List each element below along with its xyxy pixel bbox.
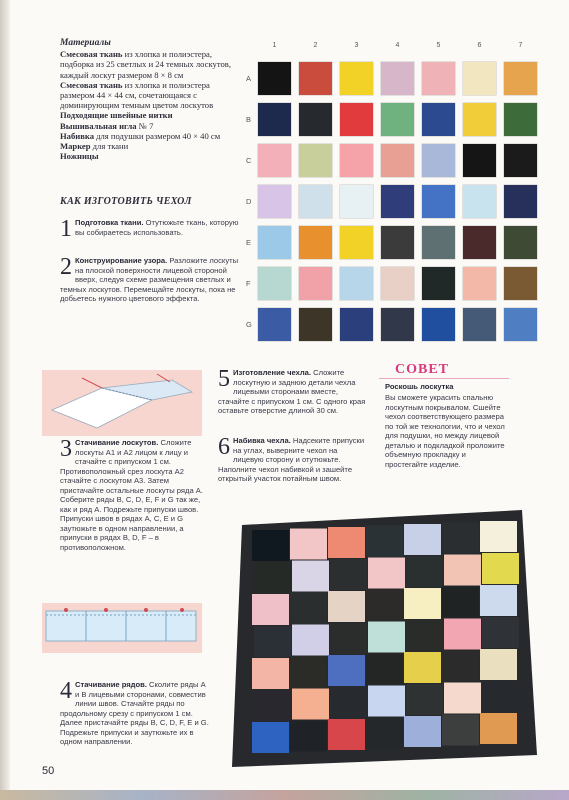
pillow-patch xyxy=(252,658,289,689)
step-number: 4 xyxy=(60,678,72,704)
fabric-swatch xyxy=(422,144,455,177)
materials-item-name: Вышивальная игла xyxy=(60,120,137,131)
materials-item xyxy=(60,131,240,141)
pillow-patch xyxy=(290,657,327,688)
pillow-patch xyxy=(366,718,403,749)
pillow-patch xyxy=(290,721,327,752)
pillow-patch xyxy=(254,626,291,657)
pillow-patch xyxy=(404,588,441,619)
materials-title: Материалы xyxy=(60,38,111,48)
fabric-swatch xyxy=(381,185,414,218)
step-6 xyxy=(218,436,368,484)
materials-block xyxy=(60,38,240,161)
step-text: Надсеките припуски на углах, выверните чехол на лицевую сторону и отутюжьте. Наполните чехол набивкой и зашейте открытый участок потайным швом. xyxy=(218,436,365,483)
tip-divider xyxy=(379,378,509,379)
materials-item-name: Смесовая ткань xyxy=(60,49,123,60)
fabric-swatch xyxy=(422,103,455,136)
fabric-swatch xyxy=(422,226,455,259)
rows-diagram xyxy=(42,603,202,653)
grid-row-label: B xyxy=(246,115,252,124)
grid-column-label: 3 xyxy=(354,42,359,49)
pillow-patch xyxy=(330,623,367,654)
grid-row-label: D xyxy=(246,197,252,206)
grid-column-label: 2 xyxy=(313,42,318,49)
fabric-swatch xyxy=(381,103,414,136)
step-number: 1 xyxy=(60,216,72,242)
fabric-swatch xyxy=(463,226,496,259)
pillow-patch xyxy=(290,529,327,560)
step-heading: Набивка чехла. xyxy=(233,436,291,445)
pillow-patch xyxy=(404,524,441,555)
pillow-patch xyxy=(480,713,517,744)
pillow-patch xyxy=(366,526,403,557)
fabric-swatch xyxy=(258,144,291,177)
pillow-patch xyxy=(444,619,481,650)
pillow-image xyxy=(222,505,540,770)
pillow-patch xyxy=(290,593,327,624)
grid-row-label: E xyxy=(246,238,252,247)
fabric-swatch xyxy=(504,103,537,136)
fabric-swatch xyxy=(422,267,455,300)
materials-item xyxy=(60,110,240,120)
fabric-swatch xyxy=(258,103,291,136)
fabric-swatch xyxy=(299,103,332,136)
pillow-patch xyxy=(330,687,367,718)
step-number: 2 xyxy=(60,254,72,280)
pillow-patch xyxy=(254,562,291,593)
fabric-swatch xyxy=(463,62,496,95)
fabric-swatch xyxy=(258,226,291,259)
pillow-patch xyxy=(482,553,519,584)
pillow-patch xyxy=(442,587,479,618)
pillow-patch xyxy=(252,530,289,561)
pillow-patch xyxy=(252,722,289,753)
materials-item-detail: из хлопка и полиэстера, подборка из 25 светлых и 24 темных лоскутов, каждый лоскут размером 8 × 8 см xyxy=(60,49,231,80)
pillow-patch xyxy=(442,715,479,746)
fabric-swatch xyxy=(381,144,414,177)
pillow-patch xyxy=(482,681,519,712)
materials-item-detail: для подушки размером 40 × 40 см xyxy=(94,130,221,141)
bottom-decor-strip xyxy=(0,790,569,800)
pillow-patch xyxy=(442,523,479,554)
fabric-swatch xyxy=(463,308,496,341)
fabric-swatch xyxy=(299,308,332,341)
pillow-patch xyxy=(442,651,479,682)
step-text: Сколите ряды A и B лицевыми сторонами, совместив линии швов. Стачайте ряды по продольному срезу с припуском 1 см. Далее пристачайте ряды B, C, D, F, E и G. Подрежьте припуски и заутюжьте их в одном направлении. xyxy=(60,680,209,746)
fabric-swatch xyxy=(463,267,496,300)
fabric-swatch xyxy=(340,308,373,341)
fabric-swatch xyxy=(299,185,332,218)
pillow-patch xyxy=(482,617,519,648)
pillow-patch xyxy=(328,655,365,686)
grid-column-label: 4 xyxy=(395,42,400,49)
step-text: Сложите лоскутную и заднюю детали чехла лицевыми сторонами вместе, стачайте с припуском 1 см. С одного края оставьте отверстие длиной 30 см. xyxy=(218,368,366,415)
pillow-patch xyxy=(330,559,367,590)
step-heading: Изготовление чехла. xyxy=(233,368,312,377)
fabric-swatch xyxy=(258,267,291,300)
tip-title: СОВЕТ xyxy=(395,362,450,377)
fabric-swatch xyxy=(504,144,537,177)
pillow-patch xyxy=(406,684,443,715)
fabric-swatch xyxy=(504,62,537,95)
pillow-patch xyxy=(404,716,441,747)
pillow-patch xyxy=(328,591,365,622)
step-heading: Конструирование узора. xyxy=(75,256,168,265)
how-to-heading: КАК ИЗГОТОВИТЬ ЧЕХОЛ xyxy=(60,196,192,207)
fabric-swatch xyxy=(299,226,332,259)
stitching-diagram xyxy=(42,370,202,436)
fabric-swatch xyxy=(340,62,373,95)
pillow-patch xyxy=(254,690,291,721)
materials-item-name: Набивка xyxy=(60,130,94,141)
tip-heading: Роскошь лоскутка xyxy=(385,382,454,391)
step-heading: Стачивание рядов. xyxy=(75,680,147,689)
pillow-patch xyxy=(252,594,289,625)
fabric-swatch xyxy=(299,144,332,177)
step-5 xyxy=(218,368,368,416)
materials-item-detail: № 7 xyxy=(136,120,154,131)
materials-item xyxy=(60,141,240,151)
page-number: 50 xyxy=(42,765,55,777)
materials-item xyxy=(60,49,240,80)
fabric-swatch xyxy=(381,267,414,300)
tip-box xyxy=(379,362,509,472)
pillow-patch xyxy=(328,719,365,750)
materials-item-detail: из хлопка и полиэстера размером 44 × 44 см, сочетающаяся с доминирующим темным цветом лоскутов xyxy=(60,79,214,111)
fabric-swatch xyxy=(381,226,414,259)
patch-layout-grid xyxy=(246,42,536,362)
illustration-joined-rows xyxy=(42,603,202,653)
pillow-patch xyxy=(406,556,443,587)
step-text: Отутюжьте ткань, которую вы собираетесь использовать. xyxy=(75,218,239,237)
materials-item xyxy=(60,121,240,131)
step-number: 5 xyxy=(218,366,230,392)
materials-item-name: Смесовая ткань xyxy=(60,79,123,90)
step-2 xyxy=(60,256,240,304)
step-1 xyxy=(60,216,240,242)
patchwork-pillow-photo xyxy=(222,505,540,770)
pillow-patch xyxy=(292,561,329,592)
grid-row-label: G xyxy=(246,320,252,329)
grid-row-label: C xyxy=(246,156,252,165)
pillow-patch xyxy=(480,521,517,552)
grid-column-label: 6 xyxy=(477,42,482,49)
materials-list xyxy=(60,49,240,161)
fabric-swatch xyxy=(463,103,496,136)
pillow-patch xyxy=(368,622,405,653)
fabric-swatch xyxy=(299,267,332,300)
fabric-swatch xyxy=(422,308,455,341)
step-heading: Подготовка ткани. xyxy=(75,218,144,227)
materials-item-name: Ножницы xyxy=(60,151,99,162)
step-number: 6 xyxy=(218,434,230,460)
illustration-stitching-patches xyxy=(42,370,202,436)
pillow-patch xyxy=(292,625,329,656)
pillow-patch xyxy=(444,683,481,714)
fabric-swatch xyxy=(340,226,373,259)
pillow-patch xyxy=(406,620,443,651)
pillow-patch xyxy=(366,654,403,685)
fabric-swatch xyxy=(299,62,332,95)
fabric-swatch xyxy=(422,62,455,95)
fabric-swatch xyxy=(258,185,291,218)
materials-item xyxy=(60,151,240,161)
fabric-swatch xyxy=(340,185,373,218)
step-number: 3 xyxy=(60,436,72,462)
fabric-swatch xyxy=(463,144,496,177)
fabric-swatch xyxy=(340,103,373,136)
fabric-swatch xyxy=(504,308,537,341)
fabric-swatch xyxy=(258,308,291,341)
grid-column-label: 7 xyxy=(518,42,523,49)
step-text: Сложите лоскуты A1 и A2 лицом к лицу и стачайте с припуском 1 см. Противоположный срез лоскута A2 стачайте с лоскутом A3. Затем пристачайте остальные лоскуты ряда A. Соберите ряды B, C, D, E, F и G так же, как и ряд A. Подрежьте припуски швов. Припуски швов в рядах A, C, E и G заутюжьте в одном направлении, а припуски в рядах B, D, F – в противоположном. xyxy=(60,438,203,552)
fabric-swatch xyxy=(381,62,414,95)
page-binding-shadow xyxy=(0,0,10,800)
fabric-swatch xyxy=(422,185,455,218)
grid-column-label: 5 xyxy=(436,42,441,49)
materials-item-name: Маркер xyxy=(60,141,91,152)
materials-item xyxy=(60,80,240,111)
fabric-swatch xyxy=(504,267,537,300)
pillow-patch xyxy=(328,527,365,558)
tip-text: Вы сможете украсить спальню лоскутным покрывалом. Сшейте чехол соответствующего размера по той же технологии, что и чехол для подушки, но между лицевой деталью и подкладкой проложите объемную прокладку и простегайте изделие. xyxy=(385,393,505,469)
step-text: Разложите лоскуты на плоской поверхности лицевой стороной вверх, следуя схеме размещения светлых и темных лоскутов. Перемещайте лоскуты, пока не добьетесь нужного цветового эффекта. xyxy=(60,256,239,303)
pillow-patch xyxy=(292,689,329,720)
fabric-swatch xyxy=(340,267,373,300)
materials-item-detail: для ткани xyxy=(90,141,129,152)
grid-row-label: A xyxy=(246,74,252,83)
pillow-patch xyxy=(368,558,405,589)
fabric-swatch xyxy=(463,185,496,218)
materials-item-name: Подходящие швейные нитки xyxy=(60,110,173,121)
fabric-swatch xyxy=(504,185,537,218)
pillow-patch xyxy=(404,652,441,683)
pillow-patch xyxy=(366,590,403,621)
grid-column-label: 1 xyxy=(272,42,277,49)
pillow-patch xyxy=(480,585,517,616)
pillow-patch xyxy=(480,649,517,680)
fabric-swatch xyxy=(258,62,291,95)
grid-row-label: F xyxy=(246,279,251,288)
fabric-swatch xyxy=(340,144,373,177)
fabric-swatch xyxy=(504,226,537,259)
pillow-patch xyxy=(368,686,405,717)
step-3 xyxy=(60,438,210,552)
fabric-swatch xyxy=(381,308,414,341)
step-4 xyxy=(60,680,210,747)
step-heading: Стачивание лоскутов. xyxy=(75,438,159,447)
pillow-patch xyxy=(444,555,481,586)
